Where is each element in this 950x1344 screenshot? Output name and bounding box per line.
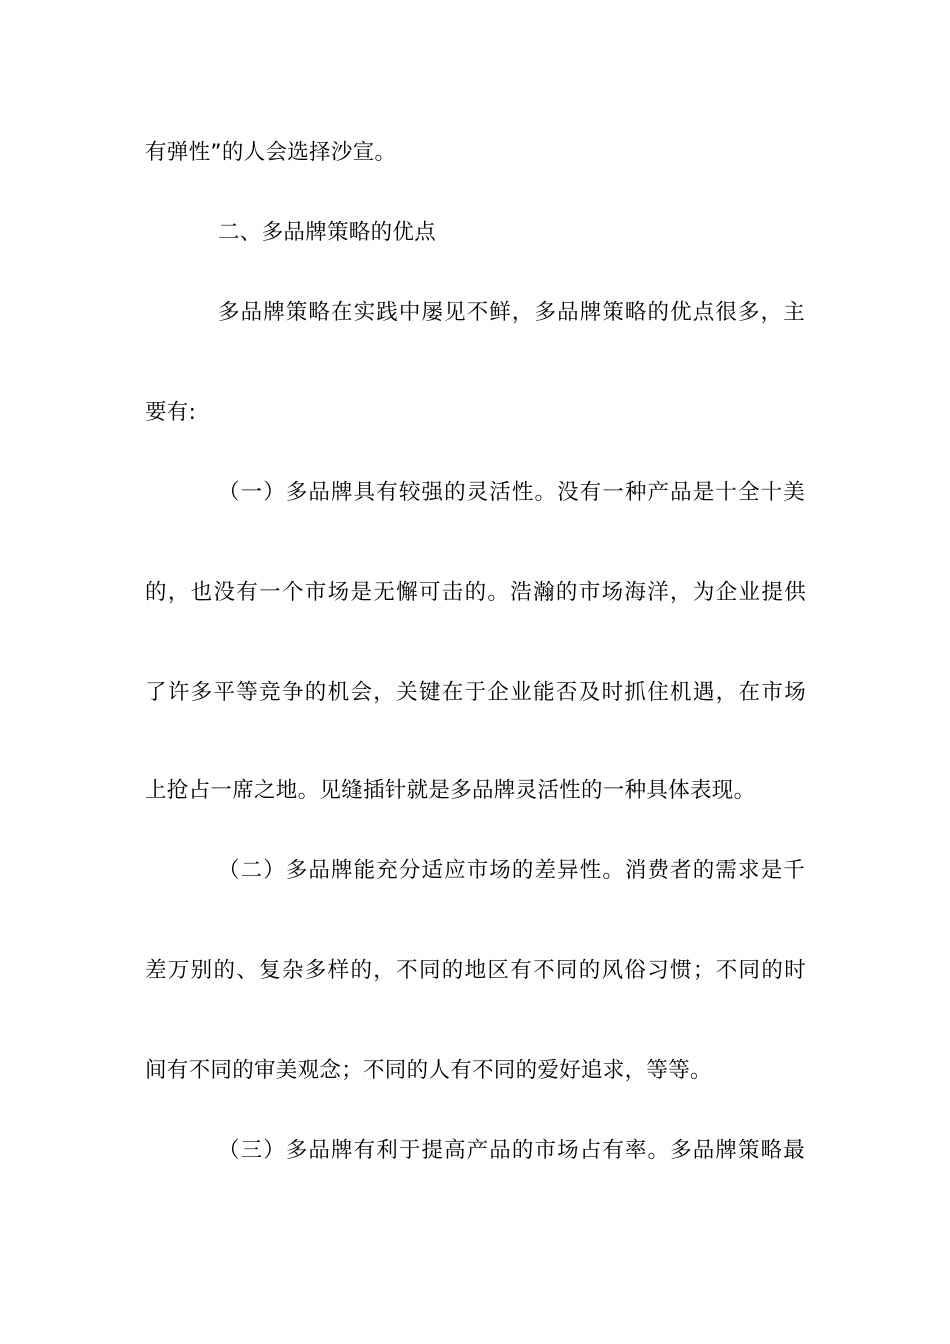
paragraph-line: 要有: — [145, 400, 197, 425]
paragraph-line: 间有不同的审美观念；不同的人有不同的爱好追求，等等。 — [145, 1058, 712, 1083]
paragraph-line: 了许多平等竞争的机会，关键在于企业能否及时抓住机遇，在市场 — [145, 680, 806, 705]
paragraph-line: 多品牌策略在实践中屡见不鲜，多品牌策略的优点很多，主 — [218, 300, 805, 325]
paragraph-line: （三）多品牌有利于提高产品的市场占有率。多品牌策略最 — [218, 1138, 805, 1163]
paragraph-line: 的，也没有一个市场是无懈可击的。浩瀚的市场海洋，为企业提供 — [145, 580, 806, 605]
paragraph-line: 上抢占一席之地。见缝插针就是多品牌灵活性的一种具体表现。 — [145, 778, 756, 803]
paragraph-line: 有弹性”的人会选择沙宣。 — [145, 140, 397, 165]
section-heading: 二、多品牌策略的优点 — [218, 220, 437, 245]
paragraph-line: （二）多品牌能充分适应市场的差异性。消费者的需求是千 — [218, 858, 805, 883]
paragraph-line: （一）多品牌具有较强的灵活性。没有一种产品是十全十美 — [218, 480, 805, 505]
paragraph-line: 差万别的、复杂多样的，不同的地区有不同的风俗习惯；不同的时 — [145, 958, 806, 983]
